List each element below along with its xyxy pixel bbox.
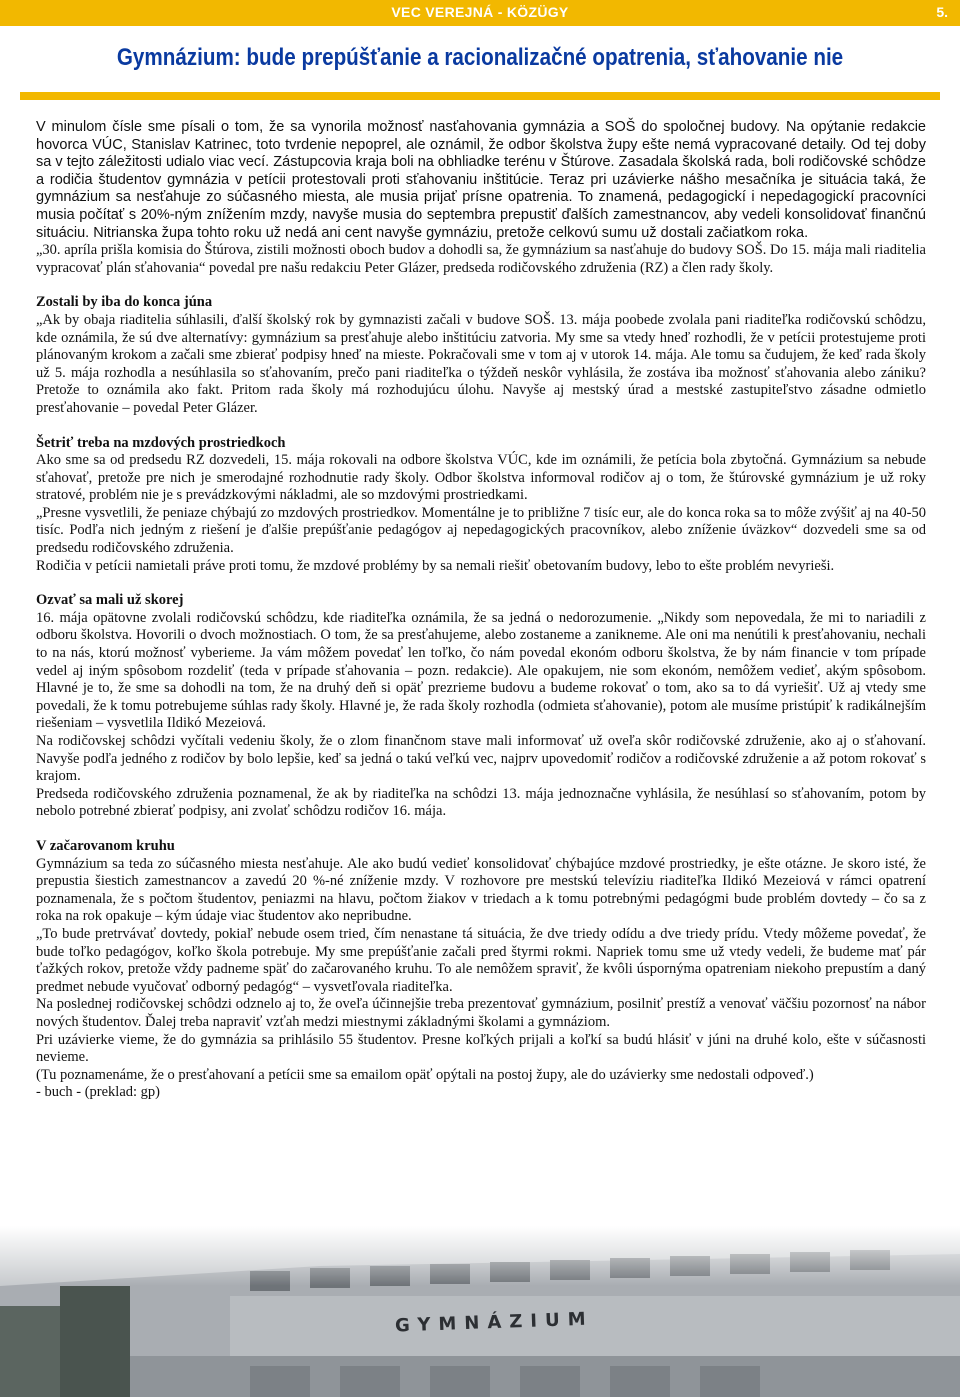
paragraph: „Ak by obaja riaditelia súhlasili, ďalší školský rok by gymnazisti začali v budove SOŠ. 13. mája poobede zvolala pani riaditeľka rodičovskú schôdzu, kde oznámila, že sú dve alternatívy: gymnázium sa presťahuje alebo inštitúciu zatvoria. My sme sa vtedy hneď rozhodli, že v petícii protestujeme proti plánovaným krokom a začali sme zbierať podpisy hneď na mieste. Pokračovali sme v tom aj v utorok 14. mája. Ale tomu sa čudujem, že keď rada školy už 5. mája rozhodla a nesúhlasila so sťahovaním, prečo pani riaditeľka o týždeň neskôr vyhlásila, že zostáva iba možnosť sťahovania alebo zániku? Pretože to oznámila ako fakt. Pritom rada školy má rozhodujúcu úlohu. Navyše aj mestský úrad a mestské zastupiteľstvo zásadne odmietlo presťahovanie – povedal Peter Glázer. (36, 311, 926, 416)
paragraph: Ako sme sa od predsedu RZ dozvedeli, 15. mája rokovali na odbore školstva VÚC, kde im oznámili, že petícia bola zbytočná. Gymnázium sa nebude sťahovať, pretože pre nich je smerodajné rozhodnutie rady školy. Odbor školstva informoval rodičov aj o tom, že štúrovské gymnázium je už roky stratové, problém nie je s prevádzkovými nákladmi, ale so mzdovými prostriedkami. (36, 452, 926, 504)
section-heading: V začarovanom kruhu (36, 837, 175, 854)
paragraph: Rodičia v petícii namietali práve proti tomu, že mzdové problémy by sa nemali riešiť obetovaním budovy, lebo to ešte problém nevyrieši. (36, 557, 835, 574)
paragraph: „30. apríla prišla komisia do Štúrova, zistili možnosti oboch budov a dohodli sa, že gymnázium sa nasťahuje do budovy SOŠ. Do 15. mája mali riaditelia vypracovať plán sťahovania“ povedal pre našu redakciu Peter Glázer, predseda rodičovského združenia (RZ) a člen rady školy. (36, 242, 926, 276)
header-bar (0, 0, 960, 26)
section-label: VEC VEREJNÁ - KÖZÜGY (391, 4, 569, 20)
paragraph: „Presne vysvetlili, že peniaze chýbajú zo mzdových prostriedkov. Momentálne je to približne 7 tisíc eur, ale do konca roka sa to môže zvýšiť aj na 40-50 tisíc. Podľa nich jedným z riešení je ďalšie prepúšťanie pedagógov aj nepedagogických pracovníkov, alebo zníženie úväzkov“ dozvedeli sme sa od predsedu rodičovského združenia. (36, 504, 926, 557)
paragraph: Na rodičovskej schôdzi vyčítali vedeniu školy, že o zlom finančnom stave mali informovať už oveľa skôr rodičovské združenie, ako aj o sťahovaní. Navyše podľa jedného z rodičov by bolo lepšie, keď sa jedná o takú veľkú vec, najprv upovedomiť rodičov a rodičovské združenie a až potom rokovať s krajom. (36, 733, 926, 785)
section-heading: Zostali by iba do konca júna (36, 294, 213, 311)
paragraph: Gymnázium sa teda zo súčasného miesta nesťahuje. Ale ako budú vedieť konsolidovať chýbajúce mzdové prostriedky, je ešte otázne. Je skoro isté, že prepustia šiestich zamestnancov a zavedú 20 %-né zníženie mzdy. V rozhovore pre mestskú televíziu riaditeľka Ildikó Mezeiová v rámci opatrení poznamenala, že s počtom študentov, peniazmi na hlavu, počtom žiakov v triedach a k tomu potrebnými pedagógmi bude problém dovtedy – čo sa z roka na rok opakuje – kým údaje viac študentov ako nepribudne. (36, 855, 926, 925)
article-body (36, 119, 926, 1102)
author-credit: - buch - (preklad: gp) (36, 1084, 161, 1101)
paragraph: (Tu poznamenáme, že o presťahovaní a petícii sme sa emailom opäť opýtali na postoj župy, ale do uzávierky sme nedostali odpoveď.) (36, 1066, 814, 1083)
building-sign: GYMNÁZIUM (394, 1308, 594, 1337)
title-divider (20, 92, 940, 100)
paragraph: Predseda rodičovského združenia poznamenal, že ak by riaditeľka na schôdzi 13. mája jednoznačne vyhlásila, že nesúhlasí so sťahovaním, potom by nebolo potrebné zbierať podpisy, ani zvolať schôdzu rodičov 16. mája. (36, 785, 926, 820)
paragraph: 16. mája opätovne zvolali rodičovskú schôdzu, kde riaditeľka oznámila, že sa jedná o nedorozumenie. „Nikdy som nepovedala, že mi to nariadili z odboru školstva. Hovorili o dvoch možnostiach. O tom, že sa presťahujeme, alebo zostaneme a zanikneme. Ale oni ma nenútili k presťahovaniu, nechali to na nás, ktorú možnosť vyberieme. Ja vám môžem povedať len toľko, čo nám povedal ekonóm odboru školstva, že by nám financie v tom prípade vedel aj iným spôsobom rozdeliť (teda v prípade sťahovania – pozn. redakcie). Ale opakujem, nie som ekonóm, nemôžem vedieť, akým spôsobom. Hlavné je to, že sme sa dohodli na tom, že na druhý deň si opäť prezrieme budovu a budeme rokovať o tom, ako sa to dá vyriešiť. Už aj vtedy sme povedali, že k tomu potrebujeme súhlas rady školy. Hlavné je, že rada školy rozhodla (odmieta sťahovanie), potom ale musíme pristúpiť k radikálnejším riešeniam – vysvetlila Ildikó Mezeiová. (36, 609, 926, 732)
paragraph: Na poslednej rodičovskej schôdzi odznelo aj to, že oveľa účinnejšie treba prezentovať gymnázium, posilniť prestíž a venovať väčšiu pozornosť na nábor nových študentov. Ďalej treba napraviť vzťah medzi miestnymi základnými školami a gymnáziom. (36, 996, 926, 1030)
paragraph: „To bude pretrvávať dovtedy, pokiaľ nebude osem tried, čím nenastane tá situácia, že dve triedy odídu a dve triedy prídu. Vtedy môžeme povedať, že bude toľko pedagógov, koľko škola potrebuje. My sme prepúšťanie začali pred štyrmi rokmi. Napriek tomu sme už vtedy vedeli, že budeme mať pár ťažkých rokov, pretože vždy padneme späť do začarovaného kruhu. To ale nemôžem spraviť, že kvôli úspornýma opatreniam niekoho prepustím a daný predmet nebude vyučovať odborný pedagóg“ – vysvetľovala riaditeľka. (36, 925, 926, 995)
article-title: Gymnázium: bude prepúšťanie a racionalizačné opatrenia, sťahovanie nie (116, 44, 844, 71)
section-heading: Šetriť treba na mzdových prostriedkoch (36, 434, 286, 451)
page-number: 5. (936, 4, 948, 20)
school-building-photo (0, 1226, 960, 1397)
paragraph: Pri uzávierke vieme, že do gymnázia sa prihlásilo 55 študentov. Presne koľkých prijali a koľkí sa budú hlásiť v júni na druhé kolo, ešte v súčasnosti nevieme. (36, 1031, 926, 1066)
section-heading: Ozvať sa mali už skorej (36, 592, 184, 609)
article-lead: V minulom čísle sme písali o tom, že sa vynorila možnosť nasťahovania gymnázia a SOŠ do spoločnej budovy. Na opýtanie redakcie hovorca VÚC, Stanislav Katrinec, toto tvrdenie nepoprel, ale oznámil, že odbor školstva župy ešte nemá vypracované detaily. Od tej doby sa v tejto záležitosti udialo viac vecí. Zástupcovia kraja boli na obhliadke terénu v Štúrove. Zasadala školská rada, boli rodičovské schôdze a rodičia študentov gymnázia v petícii protestovali proti sťahovaniu inštitúcie. Teraz pri uzávierke nášho mesačníka je situácia taká, že gymnázium sa nesťahuje zo súčasného miesta, ale musia prijať prísne opatrenia. To znamená, pedagogickí i nepedagogickí pracovníci musia počítať s 20%-ným znížením mzdy, navyše musia do septembra prepustiť ďalších zamestnancov, aby vedeli konsolidovať finančnú situáciu. Nitrianska župa tohto roku už nedá ani cent navyše gymnáziu, pretože celkovú sumu už dostali začiatkom roka. (36, 119, 926, 241)
